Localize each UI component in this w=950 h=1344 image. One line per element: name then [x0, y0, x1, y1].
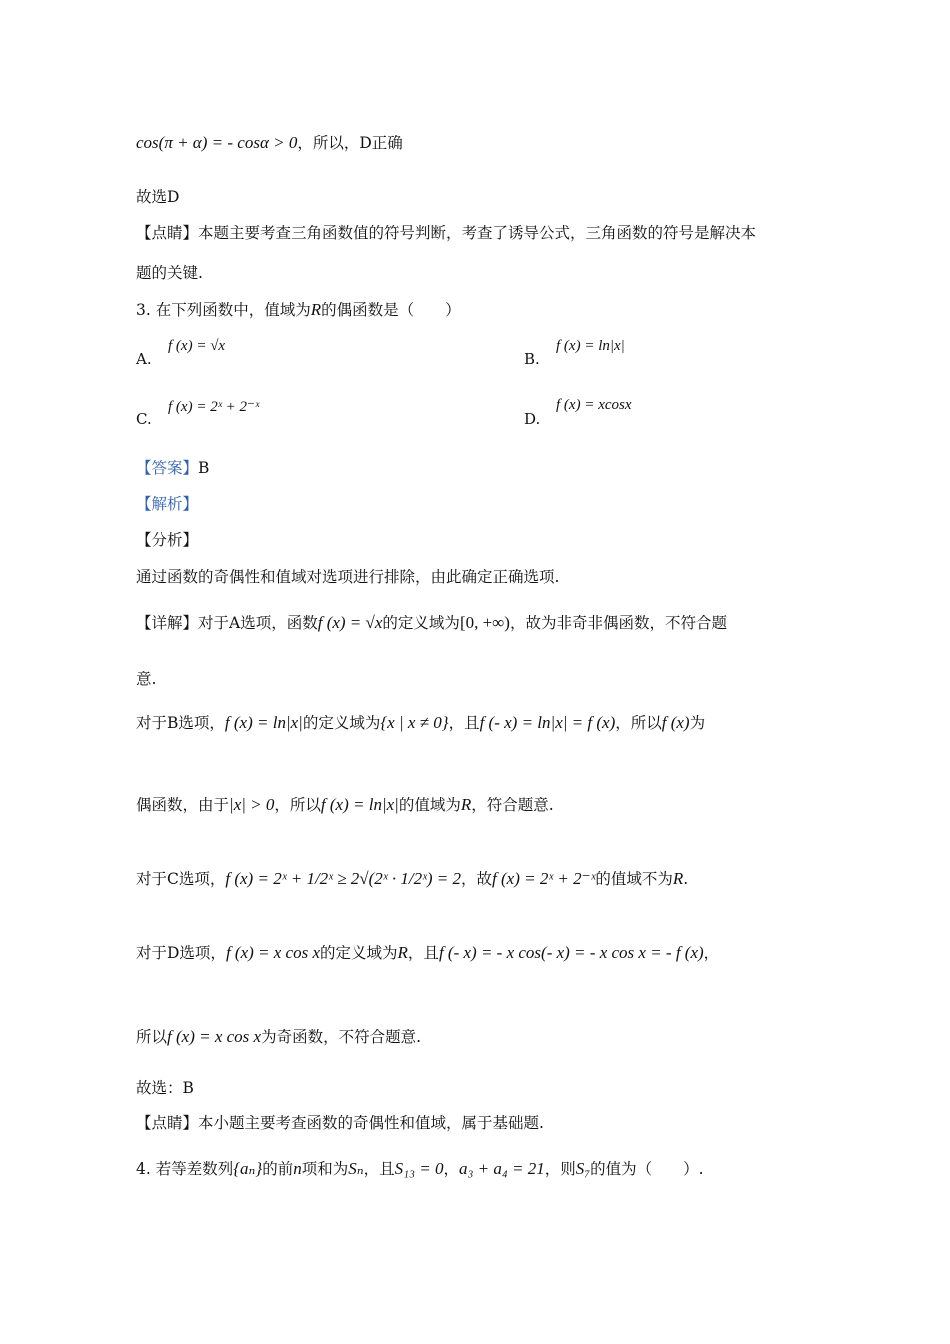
math: f (- x) = ln|x| = f (x)	[479, 713, 616, 732]
math: f (x) = x cos x	[167, 1027, 262, 1046]
text: .	[683, 870, 689, 888]
text: ，符合题意.	[471, 796, 554, 814]
question-4	[136, 1158, 704, 1180]
text: 的定义域为	[382, 614, 460, 632]
text: 本小题主要考查函数的奇偶性和值域，属于基础题.	[198, 1114, 544, 1132]
option-d-analysis	[136, 942, 719, 964]
math-R: R	[460, 795, 472, 814]
math: f (x) = x cos x	[225, 943, 321, 962]
text: 对于B选项，	[136, 714, 225, 732]
math-R: R	[310, 300, 322, 319]
text: 项和为	[301, 1160, 349, 1178]
final-choice: 故选：B	[136, 1079, 194, 1097]
text: 为奇函数，不符合题意.	[261, 1028, 422, 1046]
text: 对于C选项，	[136, 870, 226, 888]
math: a₃ + a₄ = 21	[458, 1159, 545, 1178]
option-c-analysis	[136, 868, 688, 890]
text: 偶函数，由于	[136, 796, 230, 814]
math: Sₙ	[348, 1159, 364, 1178]
text: ，且	[407, 944, 439, 962]
option-d-math: f (x) = xcosx	[556, 397, 632, 413]
text: ，所以，D正确	[297, 134, 403, 152]
option-c-math: f (x) = 2ˣ + 2⁻ˣ	[168, 399, 260, 415]
line-cos	[136, 132, 403, 154]
jiexi-tag: 【解析】	[136, 495, 199, 513]
option-b-analysis-2	[136, 794, 554, 816]
math: {aₙ}	[233, 1159, 263, 1178]
math: f (x) = 2ˣ + 1/2ˣ ≥ 2√(2ˣ · 1/2ˣ) = 2	[225, 869, 462, 888]
xiangjie-a-2: 意.	[136, 670, 157, 688]
text: 4. 若等差数列	[136, 1160, 234, 1178]
text: 的值域为	[398, 796, 461, 814]
text: 所以	[136, 1028, 168, 1046]
fenxi-text: 通过函数的奇偶性和值域对选项进行排除，由此确定正确选项.	[136, 568, 560, 586]
dianjing-2	[136, 1112, 544, 1134]
text: ，则	[544, 1160, 576, 1178]
text: 的前	[262, 1160, 294, 1178]
math: S₇	[575, 1159, 591, 1178]
text: ，且	[363, 1160, 395, 1178]
text: 的定义域为	[302, 714, 381, 732]
tag-xiangjie: 【详解】	[136, 614, 199, 632]
text: 对于A选项，函数	[198, 614, 318, 632]
text: ，故为非奇非偶函数，不符合题	[509, 614, 727, 632]
line-guxuan: 故选D	[136, 188, 180, 206]
math-domain: [0, +∞)	[459, 613, 510, 632]
math: |x| > 0	[229, 795, 275, 814]
math-R: R	[672, 869, 684, 888]
text: ，且	[448, 714, 480, 732]
math: f (x) = ln|x|	[320, 795, 399, 814]
math: S₁₃ = 0	[394, 1159, 444, 1178]
text: 本题主要考查三角函数值的符号判断，考查了诱导公式，三角函数的符号是解决本	[198, 224, 757, 242]
text: 为	[689, 714, 706, 732]
text: ，所以	[615, 714, 662, 732]
question-3	[136, 299, 461, 321]
option-b-analysis	[136, 712, 705, 734]
math-R: R	[397, 943, 408, 962]
option-b-math: f (x) = ln|x|	[556, 338, 625, 354]
math: f (- x) = - x cos(- x) = - x cos x = - f (x)	[438, 943, 704, 962]
math: f (x) = 2ˣ + 2⁻ˣ	[492, 869, 596, 888]
math-domain: {x | x ≠ 0}	[380, 713, 449, 732]
text: 的值域不为	[595, 870, 673, 888]
xiangjie-a	[136, 612, 727, 634]
math-n: n	[293, 1159, 302, 1178]
math-cos: cos(π + α) = - cosα > 0	[136, 133, 298, 152]
answer-line	[136, 457, 209, 479]
text: 对于D选项，	[136, 944, 226, 962]
text: ，所以	[274, 796, 321, 814]
math: f (x)	[661, 713, 690, 732]
text: 的定义域为	[320, 944, 398, 962]
text: 的偶函数是（ ）	[321, 301, 461, 319]
math: f (x) = √x	[317, 613, 383, 632]
fenxi-tag: 【分析】	[136, 531, 199, 549]
line-dianjing	[136, 222, 756, 244]
answer-tag: 【答案】	[136, 459, 199, 477]
text: 3. 在下列函数中，值域为	[136, 301, 311, 319]
line-dianjing-2: 题的关键.	[136, 264, 203, 282]
text: ，	[703, 944, 720, 962]
text: 的值为（ ）.	[590, 1160, 704, 1178]
option-a-math: f (x) = √x	[168, 338, 226, 354]
tag-dianjing: 【点睛】	[136, 1114, 199, 1132]
math: f (x) = ln|x|	[224, 713, 303, 732]
option-d-analysis-2	[136, 1026, 421, 1048]
option-c-label: C.	[136, 410, 152, 428]
text: ，	[443, 1160, 459, 1178]
option-b-label: B.	[524, 350, 540, 368]
option-d-label: D.	[524, 410, 541, 428]
tag-dianjing: 【点睛】	[136, 224, 199, 242]
text: ，故	[461, 870, 493, 888]
option-a-label: A.	[136, 350, 152, 368]
answer-value: B	[198, 459, 210, 477]
